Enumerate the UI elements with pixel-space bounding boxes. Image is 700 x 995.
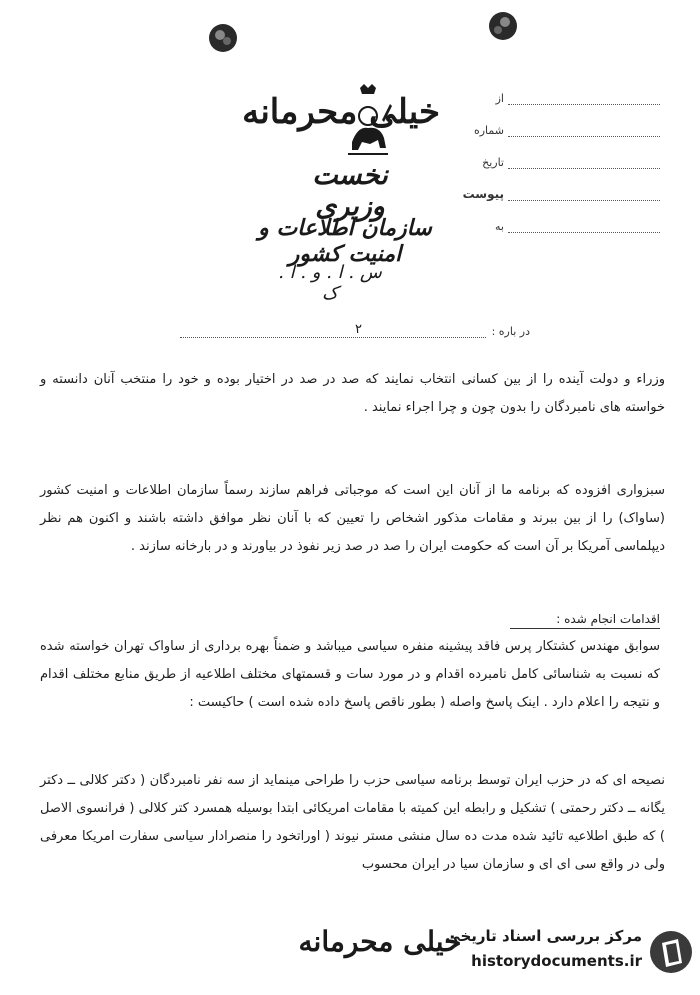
paragraph-text: وزراء و دولت آینده را از بین کسانی انتخاب نمایند که صد در صد در اختیار بوده و خود را منتخب آنان دانسته و خواسته های نامبردگان را بدون چون و چرا اجراء نمایند . (40, 372, 665, 415)
ink-stamp-mark (205, 20, 241, 56)
body-paragraph-2 (40, 477, 665, 561)
meta-attachment-row (462, 178, 660, 201)
from-label: از (495, 92, 504, 105)
archive-watermark (394, 921, 694, 981)
to-label: به (495, 220, 504, 233)
paragraph-text: سوابق مهندس کشتکار پرس فاقد پیشینه منفره سیاسی میباشد و ضمناً بهره برداری از ساواک تهران خواسته شده که نسبت به شناسائی کامل نامبرده اقدام و در مورد سات و قسمتهای مختلف اطلاعیه از طریق منابع مختلف اقدام و نتیجه را اعلام دارد . اینک پاسخ واصله ( بطور ناقص پاسخ داده شده است ) حاکیست : (40, 639, 660, 710)
subject-row (180, 318, 530, 338)
number-label: شماره (473, 124, 504, 137)
actions-taken-heading: اقدامات انجام شده : (510, 612, 660, 629)
archive-title: مرکز بررسی اسناد تاریخی (445, 927, 642, 945)
ink-stamp-mark (485, 8, 521, 44)
meta-date-row (470, 146, 660, 169)
number-line (508, 122, 660, 137)
attachment-label: پیوست (462, 187, 504, 201)
paragraph-text: نصیحه ای که در حزب ایران توسط برنامه سیاسی حزب را طراحی مینماید از سه نفر نامبردگان ( دکتر کلالی ــ دکتر یگانه ــ دکتر رحمتی ) تشکیل و رابطه این کمیته با مقامات امریکائی ابتدا بوسیله همسرد کتر کلالی ( فرانسوی الاصل ) که طبق اطلاعیه تائید شده مدت ده سال منشی مستر نیوند ( اوراتخود را منصرادار سیاسی سفارت امریکا معرفی ولی در واقع سی ای ای و سازمان سیا در ایران محسوب (40, 773, 665, 872)
meta-from-row (470, 82, 660, 105)
organization-department: سازمان اطلاعات و امنیت کشور (258, 215, 432, 267)
subject-value: ۲ (355, 322, 362, 337)
body-paragraph-4 (40, 767, 665, 879)
letter-meta-fields (462, 82, 660, 242)
classification-heading: خیلی محرمانه (242, 92, 440, 132)
from-line (508, 90, 660, 105)
subject-label: در باره : (491, 325, 530, 338)
attachment-line (508, 186, 660, 201)
to-line (508, 218, 660, 233)
meta-to-row (470, 210, 660, 233)
classification-footer: خیلی محرمانه (298, 925, 462, 958)
meta-number-row (470, 114, 660, 137)
date-line (508, 154, 660, 169)
body-paragraph-3 (40, 633, 660, 717)
archive-logo-icon (648, 929, 694, 975)
date-label: تاریخ (482, 156, 504, 169)
archive-url[interactable]: historydocuments.ir (471, 952, 642, 970)
organization-name: نخست وزیری (312, 160, 388, 222)
body-paragraph-1 (40, 366, 665, 422)
paragraph-text: سبزواری افزوده که برنامه ما از آنان این است که موجباتی فراهم سازند رسماً سازمان اطلاعات و امنیت کشور (ساواک) را از بین ببرند و مقامات مذکور اشخاص را تعیین که با آنان نظر موافق داشته باشند و اکنون هم نظر دیپلماسی آمریکا بر آن است که حکومت ایران را صد در صد زیر نفوذ در بیاورند و در بارخانه سازند . (40, 483, 665, 554)
organization-code: س . ا . و . ا . ک (278, 262, 382, 304)
subject-line (180, 322, 486, 338)
